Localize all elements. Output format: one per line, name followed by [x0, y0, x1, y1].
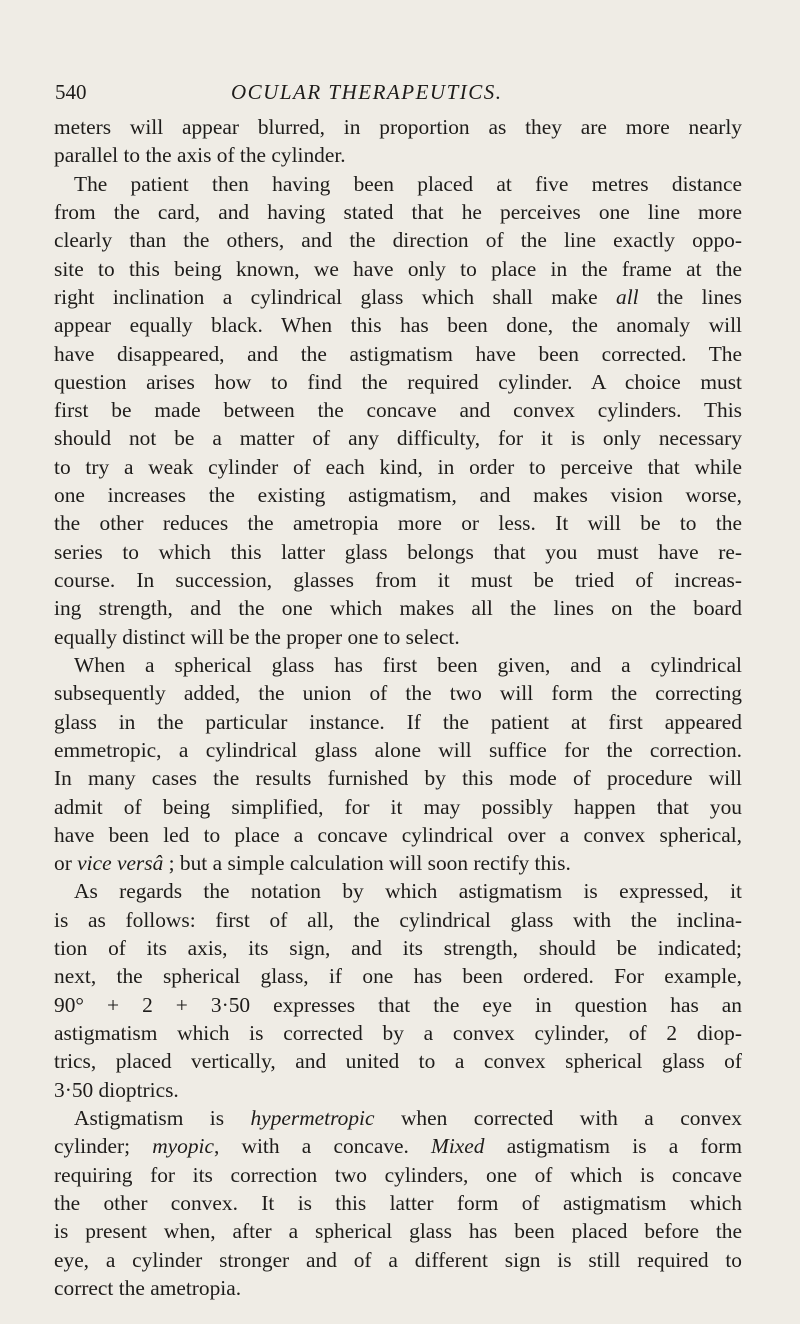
running-head [55, 80, 741, 110]
text-line: course. In succession, glasses from it must be tried of increas- [54, 568, 742, 592]
text-line: first be made between the concave and convex cylinders. This [54, 398, 742, 423]
text-line: the other convex. It is this latter form of astigmatism which [54, 1190, 742, 1215]
page-number: 540 [55, 80, 87, 104]
text-line: series to which this latter glass belongs that you must have re- [54, 539, 742, 564]
text-line: trics, placed vertically, and united to a convex spherical glass of [54, 1049, 742, 1074]
text-line: is present when, after a spherical glass has been placed before the [54, 1219, 742, 1244]
text-line: next, the spherical glass, if one has been ordered. For example, [54, 964, 742, 989]
text-line: parallel to the axis of the cylinder. [54, 143, 346, 168]
running-title: OCULAR THERAPEUTICS. [231, 80, 503, 104]
text-line: should not be a matter of any difficulty, for it is only necessary [54, 426, 742, 451]
text-line: tion of its axis, its sign, and its strength, should be indicated; [54, 936, 742, 961]
body-text [54, 113, 742, 1302]
text-line: have disappeared, and the astigmatism have been corrected. The [54, 341, 742, 366]
text-line: right inclination a cylindrical glass which shall make all the lines [54, 284, 742, 309]
text-line: In many cases the results furnished by this mode of procedure will [54, 766, 742, 791]
text-line: have been led to place a concave cylindrical over a convex spherical, [54, 822, 742, 847]
text-line: site to this being known, we have only to place in the frame at the [54, 256, 742, 281]
text-line: or vice versâ ; but a simple calculation will soon rectify this. [54, 851, 571, 876]
text-line: equally distinct will be the proper one to select. [54, 624, 460, 649]
text-line: glass in the particular instance. If the patient at first appeared [54, 709, 742, 734]
text-line: meters will appear blurred, in proportion as they are more nearly [54, 115, 742, 139]
text-line: cylinder; myopic, with a concave. Mixed astigmatism is a form [54, 1134, 742, 1159]
text-line: from the card, and having stated that he perceives one line more [54, 199, 742, 224]
text-line: appear equally black. When this has been done, the anomaly will [54, 313, 742, 338]
text-line: ing strength, and the one which makes all the lines on the board [54, 596, 742, 621]
text-line: 90° + 2 + 3·50 expresses that the eye in question has an [54, 992, 742, 1017]
text-line: astigmatism which is corrected by a convex cylinder, of 2 diop- [54, 1021, 742, 1045]
text-line: to try a weak cylinder of each kind, in order to perceive that while [54, 454, 742, 479]
text-line: clearly than the others, and the direction of the line exactly oppo- [54, 228, 742, 253]
text-line: admit of being simplified, for it may possibly happen that you [54, 794, 742, 819]
text-line: subsequently added, the union of the two will form the correcting [54, 681, 742, 706]
text-line: Astigmatism is hypermetropic when corrected with a convex [74, 1105, 742, 1130]
text-line: correct the ametropia. [54, 1275, 242, 1300]
text-line: When a spherical glass has first been given, and a cylindrical [74, 652, 742, 677]
text-line: is as follows: first of all, the cylindrical glass with the inclina- [54, 907, 742, 932]
text-line: As regards the notation by which astigmatism is expressed, it [74, 879, 742, 904]
text-line: one increases the existing astigmatism, and makes vision worse, [54, 483, 742, 508]
text-line: 3·50 dioptrics. [54, 1077, 179, 1102]
text-line: eye, a cylinder stronger and of a different sign is still required to [54, 1247, 742, 1272]
text-line: requiring for its correction two cylinders, one of which is concave [54, 1162, 742, 1187]
text-line: the other reduces the ametropia more or less. It will be to the [54, 511, 742, 536]
text-line: The patient then having been placed at five metres distance [74, 171, 742, 196]
text-line: emmetropic, a cylindrical glass alone will suffice for the correction. [54, 737, 742, 762]
text-line: question arises how to find the required cylinder. A choice must [54, 369, 742, 394]
